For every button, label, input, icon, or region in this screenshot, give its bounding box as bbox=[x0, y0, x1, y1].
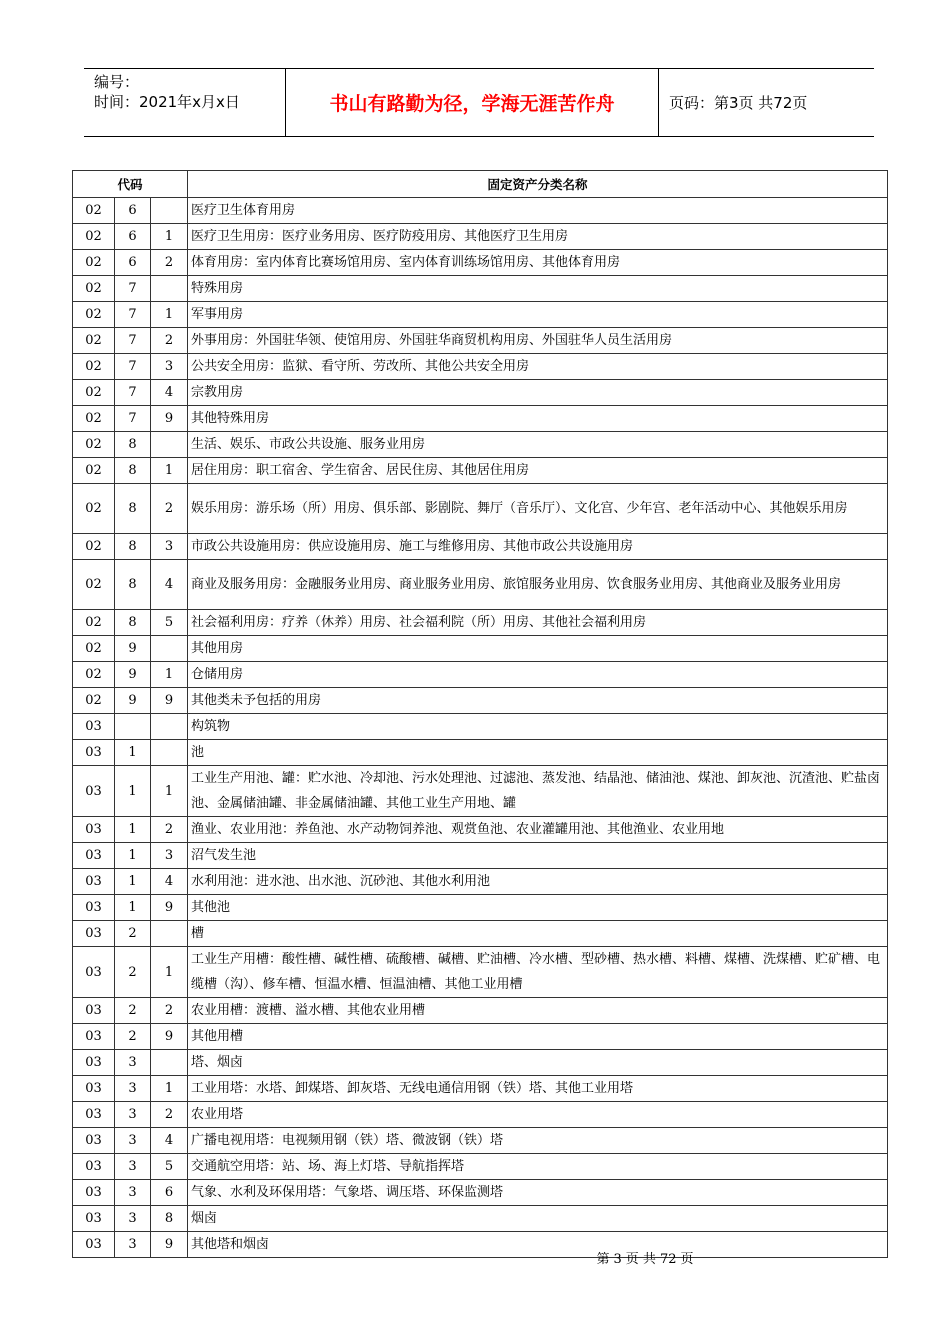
table-row bbox=[73, 560, 888, 610]
code-level-3: 2 bbox=[151, 328, 188, 354]
header-motto: 书山有路勤为径，学海无涯苦作舟 bbox=[286, 69, 659, 136]
code-level-3 bbox=[151, 921, 188, 947]
code-level-2: 1 bbox=[115, 817, 151, 843]
category-name: 体育用房：室内体育比赛场馆用房、室内体育训练场馆用房、其他体育用房 bbox=[188, 250, 888, 276]
code-level-2: 7 bbox=[115, 354, 151, 380]
category-name: 外事用房：外国驻华领、使馆用房、外国驻华商贸机构用房、外国驻华人员生活用房 bbox=[188, 328, 888, 354]
code-level-1: 03 bbox=[73, 843, 115, 869]
footer-current-page: 3 bbox=[613, 1252, 622, 1267]
category-name: 其他塔和烟卤 bbox=[188, 1232, 888, 1258]
code-level-1: 03 bbox=[73, 1076, 115, 1102]
code-level-3 bbox=[151, 198, 188, 224]
table-row bbox=[73, 998, 888, 1024]
table-row bbox=[73, 921, 888, 947]
category-name: 居住用房：职工宿舍、学生宿舍、居民住房、其他居住用房 bbox=[188, 458, 888, 484]
code-level-1: 03 bbox=[73, 1180, 115, 1206]
code-level-3: 5 bbox=[151, 1154, 188, 1180]
code-level-3 bbox=[151, 740, 188, 766]
code-level-2: 1 bbox=[115, 843, 151, 869]
code-level-2: 3 bbox=[115, 1180, 151, 1206]
table-row bbox=[73, 224, 888, 250]
category-name: 仓储用房 bbox=[188, 662, 888, 688]
code-level-3: 2 bbox=[151, 1102, 188, 1128]
category-name: 社会福利用房：疗养（休养）用房、社会福利院（所）用房、其他社会福利用房 bbox=[188, 610, 888, 636]
code-level-2: 9 bbox=[115, 662, 151, 688]
code-level-1: 02 bbox=[73, 328, 115, 354]
code-level-2: 7 bbox=[115, 328, 151, 354]
code-level-1: 03 bbox=[73, 1024, 115, 1050]
table-row bbox=[73, 714, 888, 740]
page-header bbox=[84, 68, 874, 137]
code-level-3: 4 bbox=[151, 869, 188, 895]
code-level-3: 3 bbox=[151, 534, 188, 560]
table-row bbox=[73, 1102, 888, 1128]
code-level-2: 8 bbox=[115, 534, 151, 560]
code-level-1: 02 bbox=[73, 662, 115, 688]
code-level-2: 7 bbox=[115, 302, 151, 328]
code-level-1: 02 bbox=[73, 224, 115, 250]
table-header-row bbox=[73, 171, 888, 198]
table-row bbox=[73, 688, 888, 714]
table-row bbox=[73, 740, 888, 766]
code-level-3: 4 bbox=[151, 380, 188, 406]
table-row bbox=[73, 328, 888, 354]
code-level-2: 3 bbox=[115, 1232, 151, 1258]
category-name: 工业用塔：水塔、卸煤塔、卸灰塔、无线电通信用钢（铁）塔、其他工业用塔 bbox=[188, 1076, 888, 1102]
code-level-2: 2 bbox=[115, 921, 151, 947]
code-level-2: 8 bbox=[115, 610, 151, 636]
code-level-3: 1 bbox=[151, 947, 188, 998]
page-footer bbox=[0, 1248, 950, 1267]
code-level-3: 9 bbox=[151, 406, 188, 432]
category-name: 构筑物 bbox=[188, 714, 888, 740]
code-level-1: 02 bbox=[73, 302, 115, 328]
code-level-3: 1 bbox=[151, 302, 188, 328]
table-row bbox=[73, 1180, 888, 1206]
table-row bbox=[73, 636, 888, 662]
code-level-3: 1 bbox=[151, 662, 188, 688]
code-level-2: 9 bbox=[115, 636, 151, 662]
code-level-1: 02 bbox=[73, 560, 115, 610]
category-name: 宗教用房 bbox=[188, 380, 888, 406]
code-level-1: 03 bbox=[73, 740, 115, 766]
code-level-2: 8 bbox=[115, 458, 151, 484]
category-name: 生活、娱乐、市政公共设施、服务业用房 bbox=[188, 432, 888, 458]
code-level-2: 8 bbox=[115, 560, 151, 610]
code-level-2: 2 bbox=[115, 998, 151, 1024]
table-row bbox=[73, 250, 888, 276]
table-row bbox=[73, 484, 888, 534]
table-row bbox=[73, 1050, 888, 1076]
code-level-3: 1 bbox=[151, 458, 188, 484]
code-level-1: 02 bbox=[73, 534, 115, 560]
code-level-1: 02 bbox=[73, 354, 115, 380]
code-level-2: 1 bbox=[115, 895, 151, 921]
code-level-2: 9 bbox=[115, 688, 151, 714]
code-level-2: 7 bbox=[115, 276, 151, 302]
code-level-3: 3 bbox=[151, 843, 188, 869]
code-level-3 bbox=[151, 636, 188, 662]
category-name: 军事用房 bbox=[188, 302, 888, 328]
code-level-3: 2 bbox=[151, 484, 188, 534]
code-level-3: 2 bbox=[151, 250, 188, 276]
code-level-1: 02 bbox=[73, 250, 115, 276]
code-level-1: 02 bbox=[73, 380, 115, 406]
code-level-2: 8 bbox=[115, 432, 151, 458]
category-name: 广播电视用塔：电视频用钢（铁）塔、微波钢（铁）塔 bbox=[188, 1128, 888, 1154]
table-row bbox=[73, 1128, 888, 1154]
table-row bbox=[73, 1206, 888, 1232]
code-level-3: 5 bbox=[151, 610, 188, 636]
header-page-label: 页码：第3页 共72页 bbox=[669, 94, 808, 112]
code-level-2: 7 bbox=[115, 380, 151, 406]
table-row bbox=[73, 843, 888, 869]
table-row bbox=[73, 662, 888, 688]
table-row bbox=[73, 406, 888, 432]
code-level-2: 1 bbox=[115, 766, 151, 817]
code-level-2: 3 bbox=[115, 1128, 151, 1154]
category-name: 沼气发生池 bbox=[188, 843, 888, 869]
category-name: 塔、烟卤 bbox=[188, 1050, 888, 1076]
code-level-1: 03 bbox=[73, 998, 115, 1024]
footer-prefix: 第 bbox=[596, 1252, 610, 1267]
table-row bbox=[73, 302, 888, 328]
code-level-1: 02 bbox=[73, 636, 115, 662]
code-level-1: 03 bbox=[73, 817, 115, 843]
code-level-1: 03 bbox=[73, 1206, 115, 1232]
code-level-3 bbox=[151, 1050, 188, 1076]
code-level-3 bbox=[151, 432, 188, 458]
code-level-1: 02 bbox=[73, 406, 115, 432]
code-level-3: 1 bbox=[151, 766, 188, 817]
code-level-1: 02 bbox=[73, 610, 115, 636]
code-level-2: 6 bbox=[115, 224, 151, 250]
code-level-2: 3 bbox=[115, 1050, 151, 1076]
code-level-3: 9 bbox=[151, 688, 188, 714]
code-level-1: 03 bbox=[73, 1102, 115, 1128]
category-name: 气象、水利及环保用塔：气象塔、调压塔、环保监测塔 bbox=[188, 1180, 888, 1206]
table-row bbox=[73, 534, 888, 560]
code-level-3: 9 bbox=[151, 1024, 188, 1050]
category-name: 交通航空用塔：站、场、海上灯塔、导航指挥塔 bbox=[188, 1154, 888, 1180]
category-name: 烟卤 bbox=[188, 1206, 888, 1232]
category-name: 水利用池：进水池、出水池、沉砂池、其他水利用池 bbox=[188, 869, 888, 895]
table-row bbox=[73, 458, 888, 484]
category-name: 工业生产用槽：酸性槽、碱性槽、硫酸槽、碱槽、贮油槽、冷水槽、型砂槽、热水槽、料槽、煤槽、洗煤槽、贮矿槽、电缆槽（沟）、修车槽、恒温水槽、恒温油槽、其他工业用槽 bbox=[188, 947, 888, 998]
table-row bbox=[73, 1076, 888, 1102]
code-level-1: 02 bbox=[73, 688, 115, 714]
number-label: 编号： bbox=[94, 73, 140, 91]
code-level-3: 2 bbox=[151, 817, 188, 843]
code-level-2: 6 bbox=[115, 198, 151, 224]
code-level-1: 02 bbox=[73, 484, 115, 534]
code-level-2: 2 bbox=[115, 947, 151, 998]
code-level-3: 1 bbox=[151, 224, 188, 250]
code-level-1: 03 bbox=[73, 895, 115, 921]
category-name: 槽 bbox=[188, 921, 888, 947]
code-column-header: 代码 bbox=[73, 171, 188, 198]
category-name: 其他用槽 bbox=[188, 1024, 888, 1050]
code-level-1: 03 bbox=[73, 1232, 115, 1258]
asset-classification-table bbox=[72, 170, 888, 1258]
code-level-3: 8 bbox=[151, 1206, 188, 1232]
code-level-2: 3 bbox=[115, 1076, 151, 1102]
code-level-3: 6 bbox=[151, 1180, 188, 1206]
code-level-2: 1 bbox=[115, 869, 151, 895]
category-name: 渔业、农业用池：养鱼池、水产动物饲养池、观赏鱼池、农业灌罐用池、其他渔业、农业用地 bbox=[188, 817, 888, 843]
code-level-2: 3 bbox=[115, 1154, 151, 1180]
code-level-3: 9 bbox=[151, 895, 188, 921]
table-row bbox=[73, 869, 888, 895]
footer-suffix: 页 bbox=[680, 1252, 694, 1267]
table-row bbox=[73, 1154, 888, 1180]
category-name: 其他特殊用房 bbox=[188, 406, 888, 432]
code-level-2: 2 bbox=[115, 1024, 151, 1050]
code-level-2: 1 bbox=[115, 740, 151, 766]
category-name: 其他用房 bbox=[188, 636, 888, 662]
category-name: 农业用槽：渡槽、溢水槽、其他农业用槽 bbox=[188, 998, 888, 1024]
category-name: 工业生产用池、罐：贮水池、冷却池、污水处理池、过滤池、蒸发池、结晶池、储油池、煤池、卸灰池、沉渣池、贮盐卤池、金属储油罐、非金属储油罐、其他工业生产用地、罐 bbox=[188, 766, 888, 817]
category-name: 医疗卫生用房：医疗业务用房、医疗防疫用房、其他医疗卫生用房 bbox=[188, 224, 888, 250]
code-level-2: 3 bbox=[115, 1206, 151, 1232]
category-name: 特殊用房 bbox=[188, 276, 888, 302]
category-name: 娱乐用房：游乐场（所）用房、俱乐部、影剧院、舞厅（音乐厅）、文化宫、少年宫、老年活动中心、其他娱乐用房 bbox=[188, 484, 888, 534]
category-name: 商业及服务用房：金融服务业用房、商业服务业用房、旅馆服务业用房、饮食服务业用房、其他商业及服务业用房 bbox=[188, 560, 888, 610]
code-level-3: 1 bbox=[151, 1076, 188, 1102]
code-level-2: 7 bbox=[115, 406, 151, 432]
code-level-1: 02 bbox=[73, 432, 115, 458]
table-body bbox=[73, 198, 888, 1258]
category-name: 其他池 bbox=[188, 895, 888, 921]
table-row bbox=[73, 1024, 888, 1050]
code-level-1: 03 bbox=[73, 714, 115, 740]
table-row bbox=[73, 610, 888, 636]
code-level-3: 2 bbox=[151, 998, 188, 1024]
code-level-2: 8 bbox=[115, 484, 151, 534]
code-level-1: 02 bbox=[73, 458, 115, 484]
code-level-3 bbox=[151, 276, 188, 302]
code-level-2: 3 bbox=[115, 1102, 151, 1128]
code-level-3: 9 bbox=[151, 1232, 188, 1258]
table-row bbox=[73, 895, 888, 921]
code-level-3: 3 bbox=[151, 354, 188, 380]
code-level-3: 4 bbox=[151, 560, 188, 610]
category-name: 公共安全用房：监狱、看守所、劳改所、其他公共安全用房 bbox=[188, 354, 888, 380]
code-level-1: 03 bbox=[73, 1050, 115, 1076]
code-level-1: 02 bbox=[73, 198, 115, 224]
code-level-1: 03 bbox=[73, 1128, 115, 1154]
code-level-1: 03 bbox=[73, 766, 115, 817]
category-name: 医疗卫生体育用房 bbox=[188, 198, 888, 224]
table-row bbox=[73, 766, 888, 817]
code-level-3 bbox=[151, 714, 188, 740]
table-row bbox=[73, 817, 888, 843]
table-row bbox=[73, 380, 888, 406]
code-level-1: 03 bbox=[73, 1154, 115, 1180]
code-level-1: 03 bbox=[73, 947, 115, 998]
table-row bbox=[73, 276, 888, 302]
name-column-header: 固定资产分类名称 bbox=[188, 171, 888, 198]
footer-total-pages: 72 bbox=[659, 1252, 677, 1267]
table-row bbox=[73, 947, 888, 998]
header-meta bbox=[84, 69, 286, 136]
category-name: 池 bbox=[188, 740, 888, 766]
code-level-1: 02 bbox=[73, 276, 115, 302]
category-name: 市政公共设施用房：供应设施用房、施工与维修用房、其他市政公共设施用房 bbox=[188, 534, 888, 560]
category-name: 农业用塔 bbox=[188, 1102, 888, 1128]
category-name: 其他类未予包括的用房 bbox=[188, 688, 888, 714]
code-level-2: 6 bbox=[115, 250, 151, 276]
table-row bbox=[73, 198, 888, 224]
table-row bbox=[73, 354, 888, 380]
code-level-2 bbox=[115, 714, 151, 740]
time-label: 时间：2021年x月x日 bbox=[94, 93, 240, 111]
footer-middle: 页 共 bbox=[625, 1252, 656, 1267]
code-level-1: 03 bbox=[73, 921, 115, 947]
table-row bbox=[73, 432, 888, 458]
code-level-3: 4 bbox=[151, 1128, 188, 1154]
code-level-1: 03 bbox=[73, 869, 115, 895]
